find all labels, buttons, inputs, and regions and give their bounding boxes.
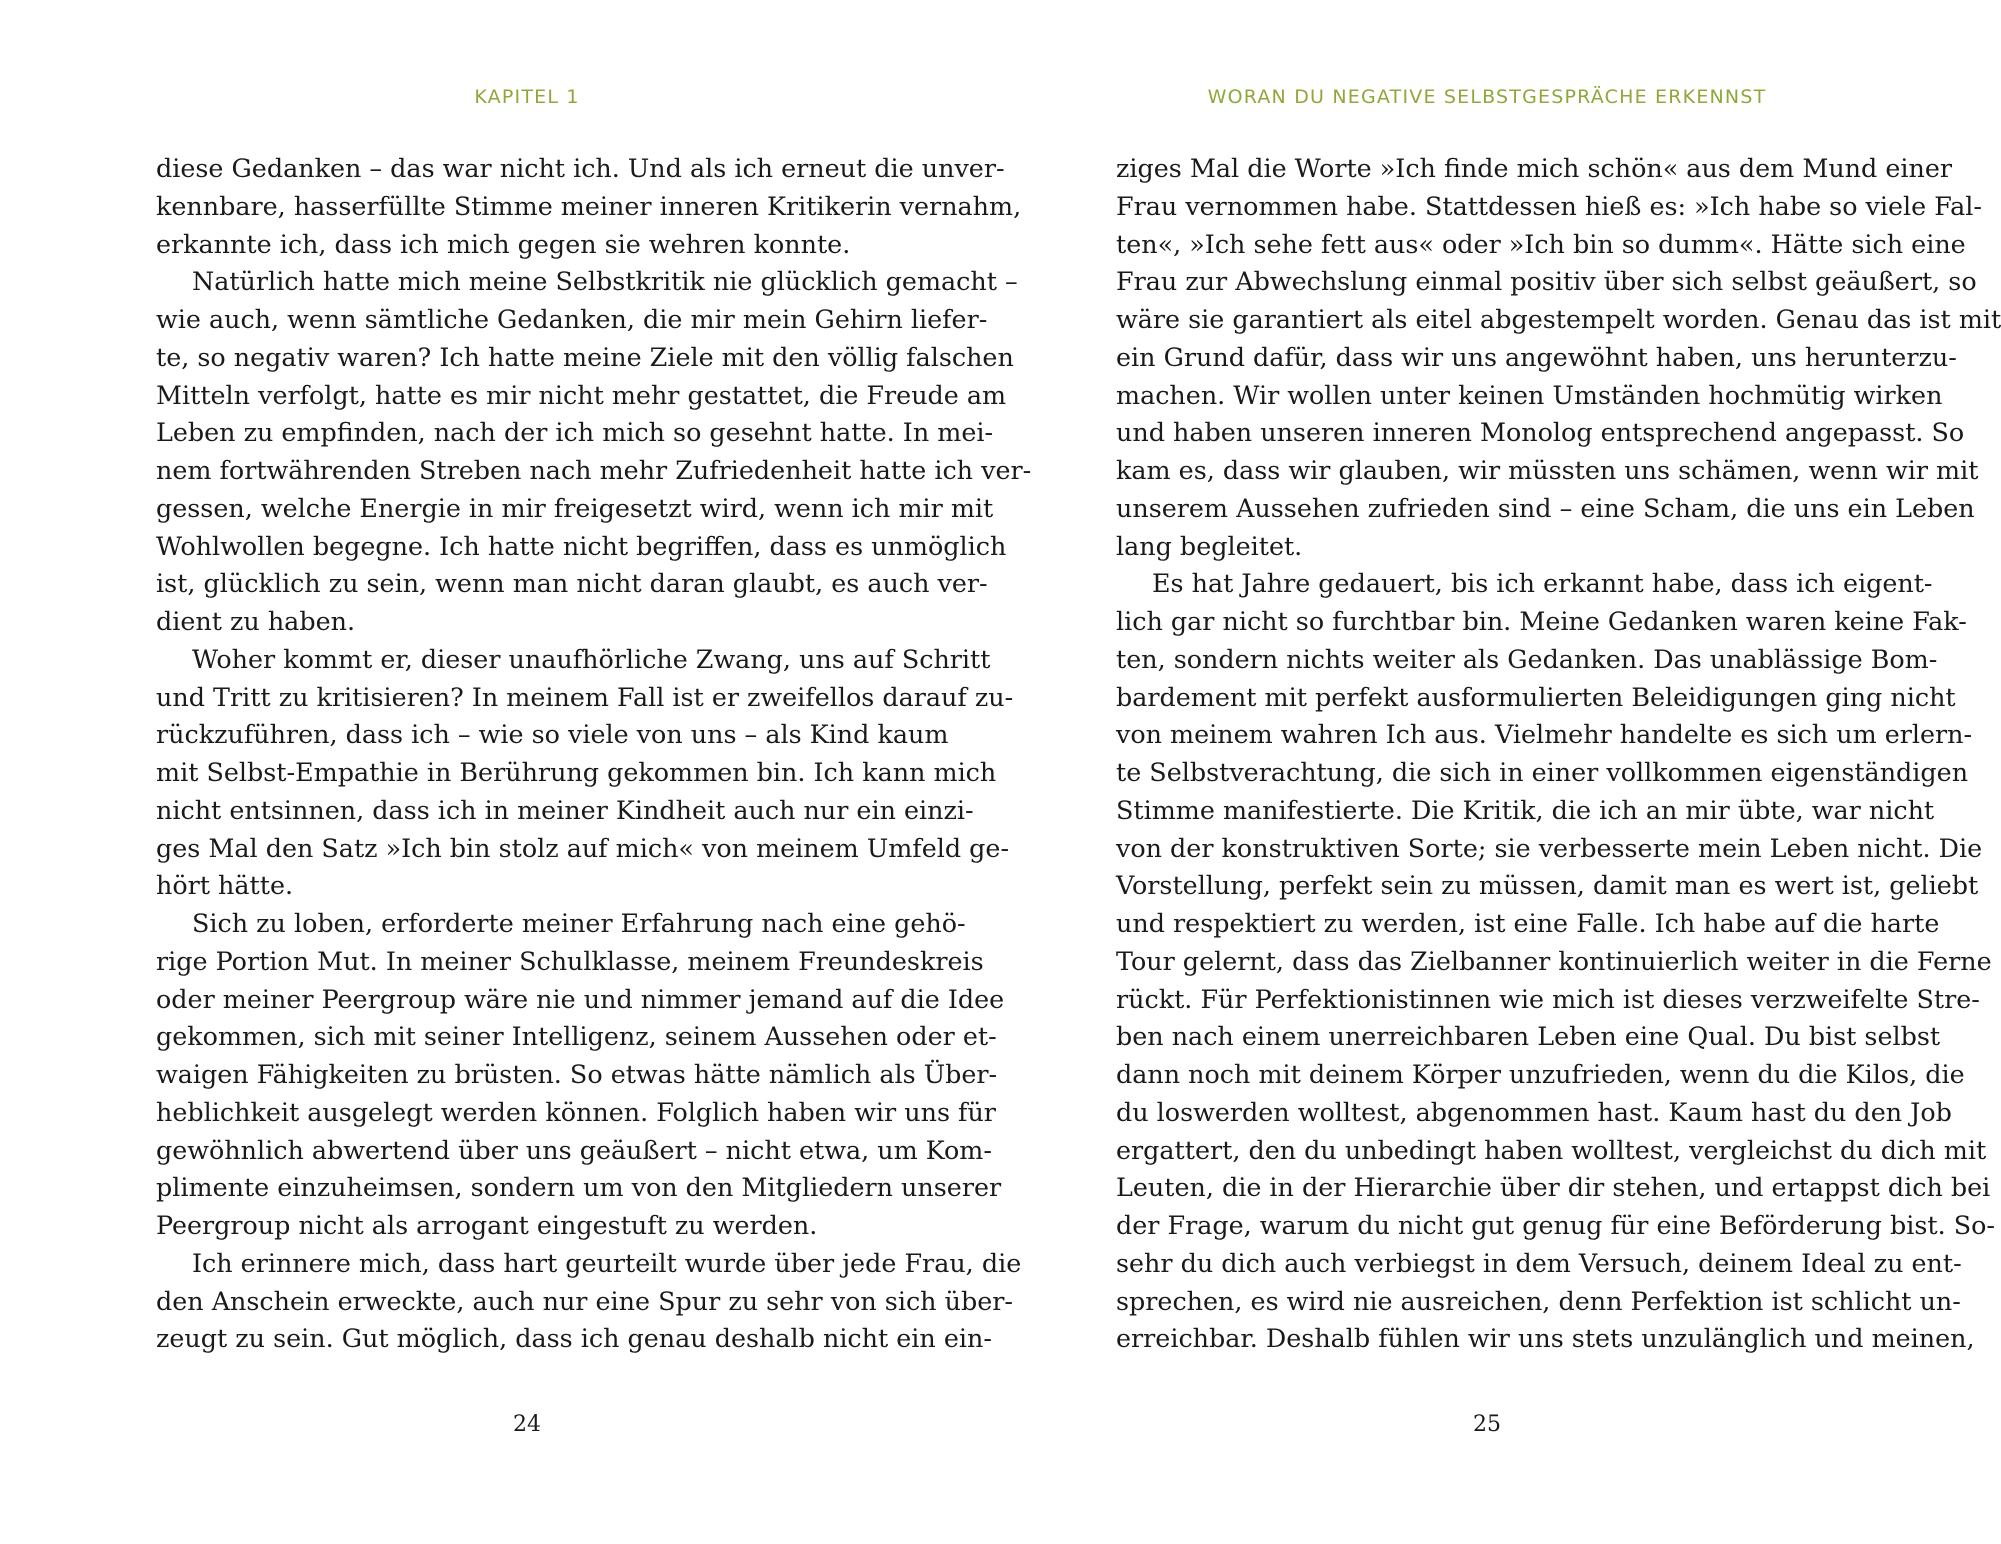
text-line: Sich zu loben, erforderte meiner Erfahrung nach eine gehö- — [192, 908, 966, 938]
text-line: ben nach einem unerreichbaren Leben eine Qual. Du bist selbst — [1116, 1021, 1941, 1052]
right-page — [1116, 0, 2001, 1544]
text-line: du loswerden wolltest, abgenommen hast. Kaum hast du den Job — [1116, 1096, 1952, 1127]
left-body-text — [156, 150, 1032, 1358]
text-line: machen. Wir wollen unter keinen Umständen hochmütig wirken — [1116, 379, 1943, 410]
text-line: Stimme manifestierte. Die Kritik, die ich an mir übte, war nicht — [1116, 794, 1935, 825]
text-line: nem fortwährenden Streben nach mehr Zufriedenheit hatte ich ver- — [156, 455, 1032, 485]
text-line: ziges Mal die Worte »Ich finde mich schön« aus dem Mund einer — [1116, 153, 1953, 183]
text-line: rückt. Für Perfektionistinnen wie mich ist dieses verzweifelte Stre- — [1116, 983, 1980, 1014]
text-line: zeugt zu sein. Gut möglich, dass ich genau deshalb nicht ein ein- — [156, 1323, 992, 1354]
text-line: Vorstellung, perfekt sein zu müssen, damit man es wert ist, geliebt — [1116, 870, 1979, 901]
text-line: ist, glücklich zu sein, wenn man nicht daran glaubt, es auch ver- — [156, 568, 988, 599]
text-line: Tour gelernt, dass das Zielbanner kontinuierlich weiter in die Ferne — [1116, 945, 1992, 976]
text-line: dann noch mit deinem Körper unzufrieden, wenn du die Kilos, die — [1116, 1059, 1965, 1089]
text-line: heblichkeit ausgelegt werden können. Folglich haben wir uns für — [156, 1096, 996, 1127]
text-line: der Frage, warum du nicht gut genug für eine Beförderung bist. So- — [1116, 1210, 1996, 1240]
text-line: Frau vernommen habe. Stattdessen hieß es: »Ich habe so viele Fal- — [1116, 190, 1982, 221]
left-page — [156, 0, 1032, 1544]
text-line: rige Portion Mut. In meiner Schulklasse, meinem Freundeskreis — [156, 945, 984, 976]
text-line: sprechen, es wird nie ausreichen, denn Perfektion ist schlicht un- — [1116, 1285, 1961, 1316]
text-line: gessen, welche Energie in mir freigesetzt wird, wenn ich mir mit — [156, 492, 994, 523]
text-line: wäre sie garantiert als eitel abgestempelt worden. Genau das ist mit — [1116, 304, 2001, 334]
text-line: te Selbstverachtung, die sich in einer vollkommen eigenständigen — [1116, 757, 1969, 787]
text-line: kennbare, hasserfüllte Stimme meiner inneren Kritikerin vernahm, — [156, 190, 1022, 221]
text-line: erkannte ich, dass ich mich gegen sie wehren konnte. — [156, 228, 851, 259]
text-line: gewöhnlich abwertend über uns geäußert – nicht etwa, um Kom- — [156, 1134, 992, 1165]
text-line: Es hat Jahre gedauert, bis ich erkannt habe, dass ich eigent- — [1152, 568, 1933, 599]
text-line: kam es, dass wir glauben, wir müssten uns schämen, wenn wir mit — [1116, 455, 1979, 485]
text-line: lich gar nicht so furchtbar bin. Meine Gedanken waren keine Fak- — [1116, 606, 1967, 636]
text-line: plimente einzuheimsen, sondern um von den Mitgliedern unserer — [156, 1172, 1002, 1203]
text-line: Frau zur Abwechslung einmal positiv über sich selbst geäußert, so — [1116, 266, 1977, 297]
text-line: Peergroup nicht als arrogant eingestuft zu werden. — [156, 1210, 818, 1240]
text-line: von meinem wahren Ich aus. Vielmehr handelte es sich um erlern- — [1116, 719, 1973, 750]
text-line: den Anschein erweckte, auch nur eine Spur zu sehr von sich über- — [156, 1285, 1013, 1316]
text-line: Wohlwollen begegne. Ich hatte nicht begriffen, dass es unmöglich — [156, 530, 1007, 561]
running-head-left: KAPITEL 1 — [474, 86, 580, 108]
text-line: ten, sondern nichts weiter als Gedanken. Das unablässige Bom- — [1116, 643, 1938, 674]
text-line: Leben zu empfinden, nach der ich mich so gesehnt hatte. In mei- — [156, 417, 994, 448]
text-line: Mitteln verfolgt, hatte es mir nicht mehr gestattet, die Freude am — [156, 379, 1007, 410]
text-line: rückzuführen, dass ich – wie so viele von uns – als Kind kaum — [156, 719, 949, 750]
page-number-left: 24 — [513, 1412, 541, 1437]
text-line: diese Gedanken – das war nicht ich. Und als ich erneut die unver- — [156, 153, 1005, 183]
text-line: erreichbar. Deshalb fühlen wir uns stets unzulänglich und meinen, — [1116, 1323, 1975, 1354]
text-line: ein Grund dafür, dass wir uns angewöhnt haben, uns herunterzu- — [1116, 341, 1957, 372]
running-head-right: WORAN DU NEGATIVE SELBSTGESPRÄCHE ERKENNST — [1207, 86, 1767, 108]
text-line: bardement mit perfekt ausformulierten Beleidigungen ging nicht — [1116, 681, 1956, 712]
text-line: und Tritt zu kritisieren? In meinem Fall ist er zweifellos darauf zu- — [156, 681, 1014, 712]
text-line: unserem Aussehen zufrieden sind – eine Scham, die uns ein Leben — [1116, 492, 1975, 523]
text-line: und respektiert zu werden, ist eine Falle. Ich habe auf die harte — [1116, 908, 1940, 938]
text-line: sehr du dich auch verbiegst in dem Versuch, deinem Ideal zu ent- — [1116, 1247, 1962, 1278]
page-number-right: 25 — [1473, 1412, 1501, 1437]
text-line: lang begleitet. — [1116, 530, 1303, 561]
text-line: ten«, »Ich sehe fett aus« oder »Ich bin so dumm«. Hätte sich eine — [1116, 228, 1966, 259]
text-line: Natürlich hatte mich meine Selbstkritik nie glücklich gemacht – — [192, 266, 1018, 297]
right-body-text — [1116, 150, 2001, 1358]
text-line: waigen Fähigkeiten zu brüsten. So etwas hätte nämlich als Über- — [156, 1059, 998, 1089]
text-line: gekommen, sich mit seiner Intelligenz, seinem Aussehen oder et- — [156, 1021, 997, 1052]
text-line: dient zu haben. — [156, 606, 356, 636]
text-line: von der konstruktiven Sorte; sie verbesserte mein Leben nicht. Die — [1116, 832, 1983, 863]
text-line: oder meiner Peergroup wäre nie und nimmer jemand auf die Idee — [156, 983, 1005, 1014]
text-line: Ich erinnere mich, dass hart geurteilt wurde über jede Frau, die — [192, 1247, 1022, 1278]
text-line: wie auch, wenn sämtliche Gedanken, die mir mein Gehirn liefer- — [156, 304, 988, 334]
text-line: ges Mal den Satz »Ich bin stolz auf mich« von meinem Umfeld ge- — [156, 832, 1010, 863]
text-line: und haben unseren inneren Monolog entsprechend angepasst. So — [1116, 417, 1965, 448]
text-line: ergattert, den du unbedingt haben wolltest, vergleichst du dich mit — [1116, 1134, 1987, 1165]
text-line: te, so negativ waren? Ich hatte meine Ziele mit den völlig falschen — [156, 341, 1014, 372]
text-line: hört hätte. — [156, 870, 294, 901]
text-line: nicht entsinnen, dass ich in meiner Kindheit auch nur ein einzi- — [156, 794, 974, 825]
text-line: Woher kommt er, dieser unaufhörliche Zwang, uns auf Schritt — [192, 643, 991, 674]
text-line: mit Selbst-Empathie in Berührung gekommen bin. Ich kann mich — [156, 757, 997, 787]
text-line: Leuten, die in der Hierarchie über dir stehen, und ertappst dich bei — [1116, 1172, 1991, 1203]
